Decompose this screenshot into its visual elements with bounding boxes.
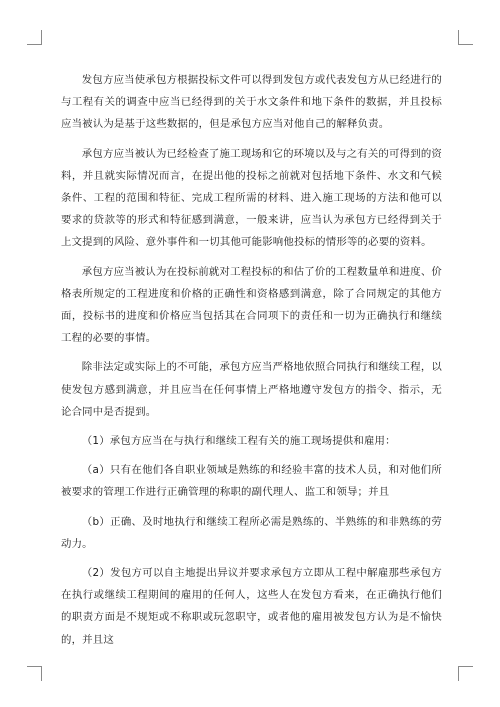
paragraph: （a）只有在他们各自职业领域是熟练的和经验丰富的技术人员，和对他们所被要求的管理工作进行正确管理的称职的副代理人、监工和领导；并且	[61, 464, 442, 499]
paragraph: （1）承包方应当在与执行和继续工程有关的施工现场提供和雇用：	[81, 435, 396, 448]
paragraph: 发包方应当使承包方根据投标文件可以得到发包方或代表发包方从已经进行的与工程有关的调查中应当已经得到的关于水文条件和地下条件的数据，并且投标应当被认为是基于这些数据的，但是承包方应当对他自己的解释负责。	[61, 74, 442, 131]
paragraph: 承包方应当被认为已经检查了施工现场和它的环境以及与之有关的可得到的资料，并且就实际情况而言，在提出他的投标之前就对包括地下条件、水文和气候条件、工程的范围和特征、完成工程所需的材料、进入施工现场的方法和他可以要求的贷款等的形式和特征感到满意，一般来讲，应当认为承包方已经得到关于上文提到的风险、意外事件和一切其他可能影响他投标的情形等的必要的资料。	[61, 147, 442, 249]
crop-mark-bottom-right	[458, 666, 473, 681]
paragraph: 承包方应当被认为在投标前就对工程投标的和估了价的工程数量单和进度、价格表所规定的工程进度和价格的正确性和资格感到满意，除了合同规定的其他方面，投标书的进度和价格应当包括其在合同项下的责任和一切为正确执行和继续工程的必要的事情。	[61, 265, 442, 345]
paragraph: （2）发包方可以自主地提出异议并要求承包方立即从工程中解雇那些承包方在执行或继续工程期间的雇用的任何人，这些人在发包方看来，在正确执行他们的职责方面是不规矩或不称职或玩忽职守，或者他的雇用被发包方认为是不愉快的，并且这	[61, 567, 442, 646]
crop-mark-bottom-left	[27, 666, 42, 681]
document-body	[61, 69, 442, 658]
paragraph: 除非法定或实际上的不可能，承包方应当严格地依照合同执行和继续工程，以使发包方感到满意，并且应当在任何事情上严格地遵守发包方的指令、指示，无论合同中是否提到。	[61, 361, 442, 418]
crop-mark-top-right	[458, 30, 473, 45]
crop-mark-top-left	[27, 30, 42, 45]
paragraph: （b）正确、及时地执行和继续工程所必需是熟练的、半熟练的和非熟练的劳动力。	[61, 515, 442, 550]
